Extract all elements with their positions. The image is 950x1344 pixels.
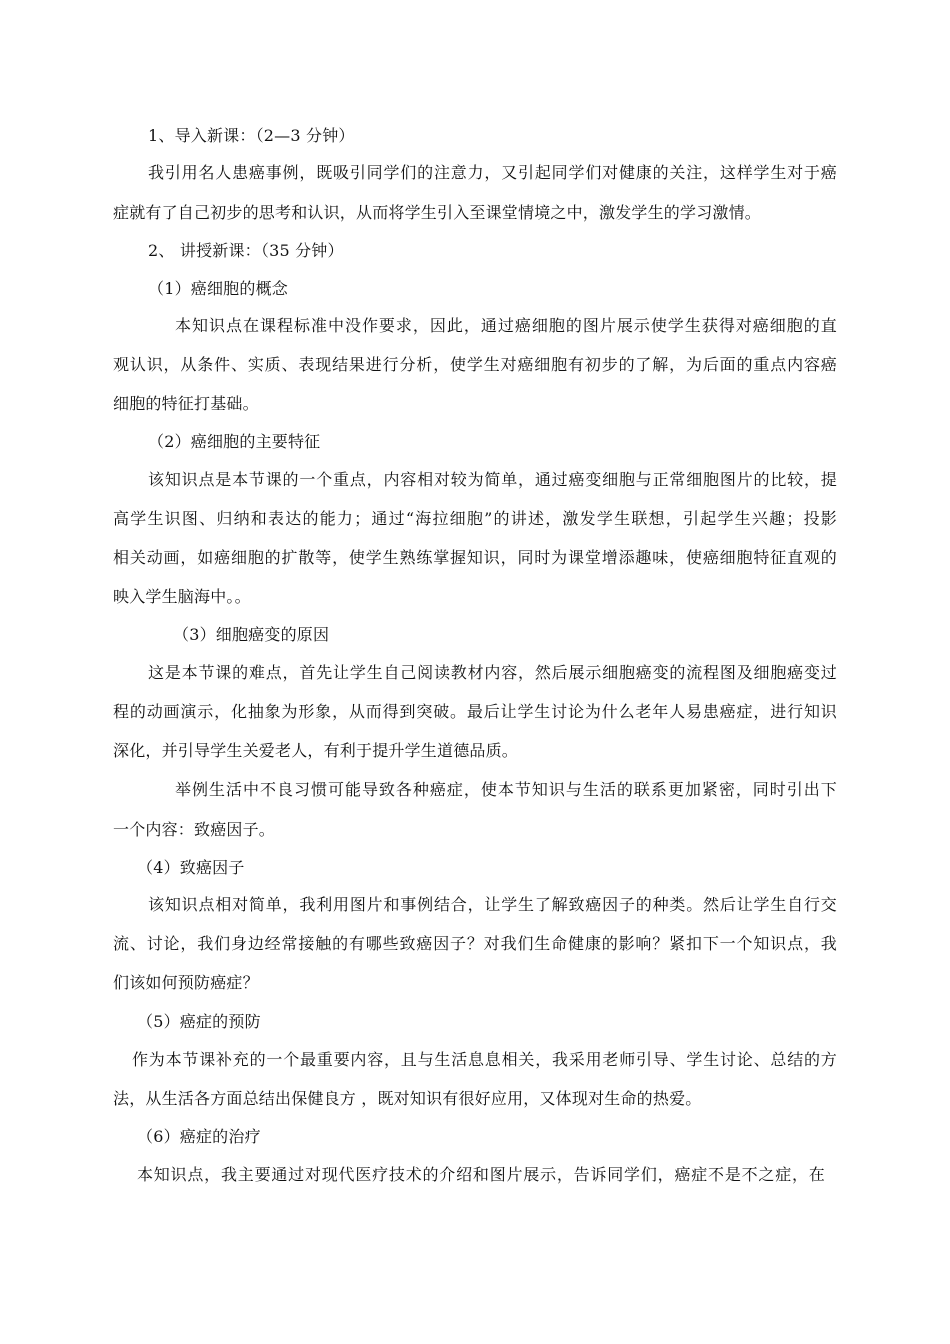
- paragraph-line: 细胞的特征打基础。: [113, 394, 259, 413]
- subheading-cancer-cell-concept: （1）癌细胞的概念: [148, 279, 288, 298]
- paragraph-line: 我引用名人患癌事例，既吸引同学们的注意力，又引起同学们对健康的关注，这样学生对于癌: [148, 163, 837, 182]
- paragraph-line: 这是本节课的难点，首先让学生自己阅读教材内容，然后展示细胞癌变的流程图及细胞癌变过: [148, 663, 837, 682]
- subheading-cause-of-canceration: （3）细胞癌变的原因: [173, 625, 330, 644]
- paragraph-line: 该知识点是本节课的一个重点，内容相对较为简单，通过癌变细胞与正常细胞图片的比较，提: [148, 470, 837, 489]
- paragraph-line: 映入学生脑海中。。: [113, 587, 251, 606]
- section-heading-new-lesson: 2、 讲授新课：（35 分钟）: [148, 241, 344, 260]
- subheading-cancer-cell-features: （2）癌细胞的主要特征: [148, 432, 321, 451]
- paragraph-line: 一个内容：致癌因子。: [113, 820, 276, 839]
- paragraph-line: 深化，并引导学生关爱老人，有利于提升学生道德品质。: [113, 741, 519, 760]
- paragraph-line: 流、讨论，我们身边经常接触的有哪些致癌因子？对我们生命健康的影响？紧扣下一个知识点，我: [113, 934, 837, 953]
- paragraph-line: 观认识，从条件、实质、表现结果进行分析，使学生对癌细胞有初步的了解，为后面的重点内容癌: [113, 355, 837, 374]
- subheading-cancer-prevention: （5）癌症的预防: [137, 1012, 261, 1031]
- paragraph-line: 本知识点，我主要通过对现代医疗技术的介绍和图片展示，告诉同学们，癌症不是不之症，在: [137, 1165, 825, 1184]
- paragraph-line: 本知识点在课程标准中没作要求，因此，通过癌细胞的图片展示使学生获得对癌细胞的直: [175, 316, 837, 335]
- paragraph-line: 高学生识图、归纳和表达的能力；通过“海拉细胞”的讲述，激发学生联想，引起学生兴趣；投影: [113, 509, 837, 528]
- paragraph-line: 该知识点相对简单，我利用图片和事例结合，让学生了解致癌因子的种类。然后让学生自行交: [148, 895, 837, 914]
- paragraph-line: 相关动画，如癌细胞的扩散等，使学生熟练掌握知识，同时为课堂增添趣味，使癌细胞特征直观的: [113, 548, 837, 567]
- section-heading-intro: 1、导入新课：（2—3 分钟）: [148, 126, 355, 145]
- paragraph-line: 们该如何预防癌症？: [113, 973, 259, 992]
- subheading-cancer-treatment: （6）癌症的治疗: [137, 1127, 261, 1146]
- paragraph-line: 症就有了自己初步的思考和认识，从而将学生引入至课堂情境之中，激发学生的学习激情。: [113, 203, 762, 222]
- paragraph-line: 举例生活中不良习惯可能导致各种癌症，使本节知识与生活的联系更加紧密，同时引出下: [175, 780, 837, 799]
- paragraph-line: 作为本节课补充的一个最重要内容，且与生活息息相关，我采用老师引导、学生讨论、总结的方: [132, 1050, 837, 1069]
- paragraph-line: 程的动画演示，化抽象为形象，从而得到突破。最后让学生讨论为什么老年人易患癌症，进行知识: [113, 702, 837, 721]
- paragraph-line: 法，从生活各方面总结出保健良方 ，既对知识有很好应用，又体现对生命的热爱。: [113, 1089, 702, 1108]
- subheading-carcinogens: （4）致癌因子: [137, 858, 245, 877]
